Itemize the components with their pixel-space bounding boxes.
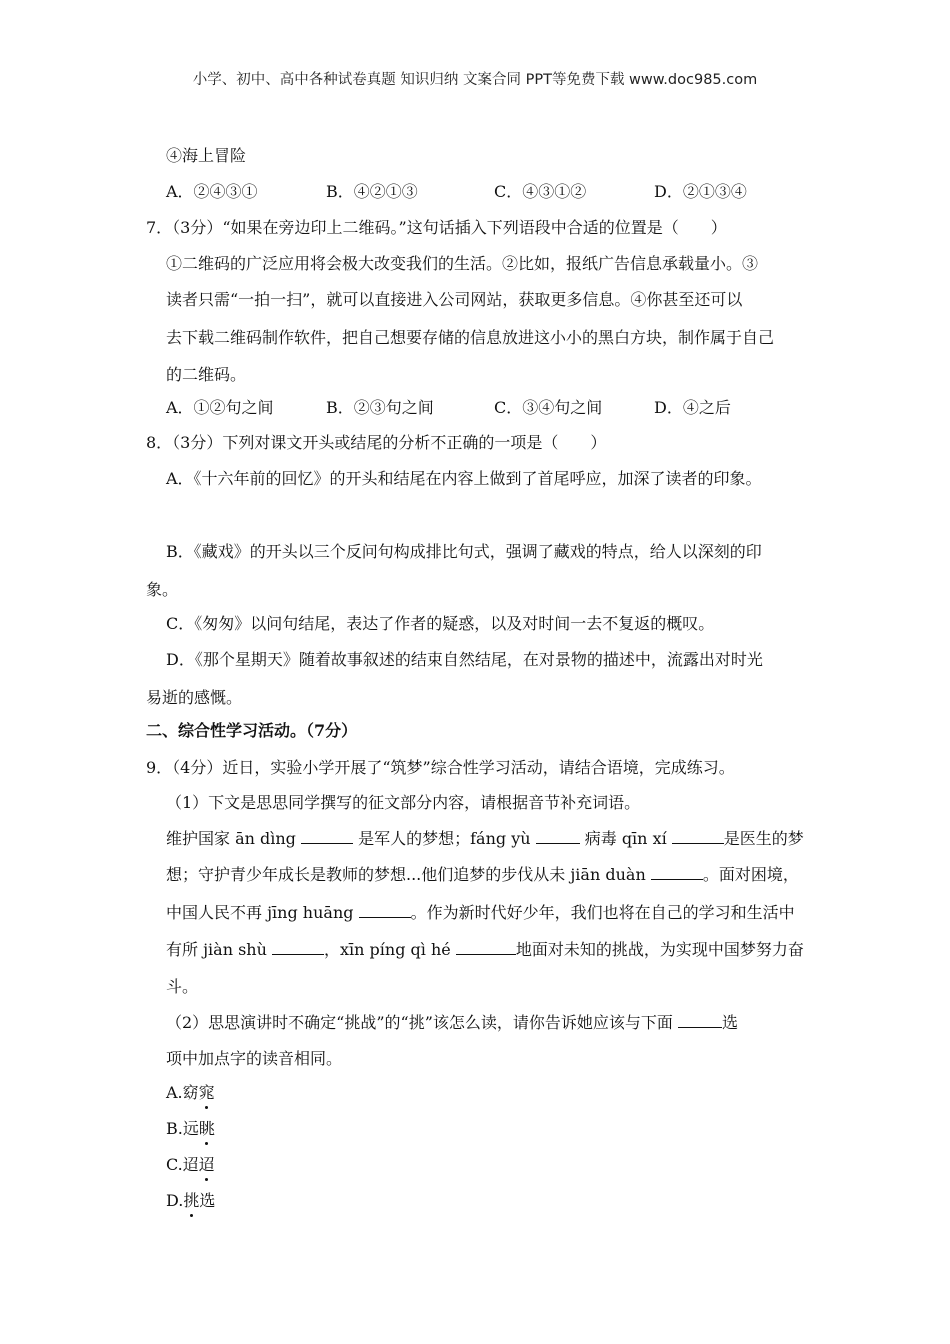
choice-prefix: D. [166, 1191, 184, 1210]
dotted-char: 眺 [198, 1119, 215, 1138]
dotted-char: 窕 [198, 1083, 215, 1102]
choice-plain-before: 窈 [182, 1083, 199, 1102]
q8-option-b-line-1[interactable]: B．《藏戏》的开头以三个反问句构成排比句式，强调了藏戏的特点，给人以深刻的印 [166, 542, 762, 561]
q9-choice-c[interactable] [166, 1155, 215, 1175]
blank-fang-yu[interactable] [536, 843, 580, 844]
q7-para-line-3: 去下载二维码制作软件，把自己想要存储的信息放进这小小的黑白方块，制作属于自己 [166, 328, 775, 347]
q7-para-line-2: 读者只需“一拍一扫”，就可以直接进入公司网站，获取更多信息。④你甚至还可以 [166, 290, 743, 309]
q9-sub1-instruction: （1）下文是思思同学撰写的征文部分内容，请根据音节补充词语。 [166, 793, 641, 812]
q7-stem: 7．（3分）“如果在旁边印上二维码。”这句话插入下列语段中合适的位置是（ ） [146, 218, 727, 237]
choice-prefix: A. [166, 1083, 183, 1102]
blank-jing-huang[interactable] [359, 917, 411, 918]
q8-option-d-line-1[interactable]: D．《那个星期天》随着故事叙述的结束自然结尾，在对景物的描述中，流露出对时光 [166, 650, 763, 669]
choice-plain-after: 选 [199, 1191, 216, 1210]
page-header-banner: 小学、初中、高中各种试卷真题 知识归纳 文案合同 PPT等免费下载 www.doc985.com [192, 72, 758, 88]
q8-option-d-line-2: 易逝的感慨。 [146, 688, 243, 707]
q6-option-b[interactable]: B．④②①③ [326, 182, 418, 201]
q9-l1-text-d: 是医生的梦 [723, 829, 804, 848]
q9-choice-b[interactable] [166, 1119, 215, 1139]
q9-sub2-line-1 [166, 1013, 738, 1033]
q7-option-d[interactable]: D．④之后 [654, 398, 731, 417]
blank-xin-ping-qi-he[interactable] [456, 954, 516, 955]
q9-passage-line-4 [166, 940, 804, 960]
q9-l4-text-b: ，xīn píng qì hé [324, 940, 456, 959]
blank-jian-duan[interactable] [651, 879, 703, 880]
section-2-heading: 二、综合性学习活动。（7分） [146, 721, 358, 740]
q9-passage-line-5: 斗。 [166, 977, 199, 996]
q7-option-a[interactable]: A．①②句之间 [166, 398, 274, 417]
q9-l4-text-a: 有所 jiàn shù [166, 940, 273, 959]
q6-option-c[interactable]: C．④③①② [494, 182, 587, 201]
q9-l2-text-b: 。面对困境， [702, 865, 799, 884]
choice-plain-before: 迢 [182, 1155, 199, 1174]
q9-l4-text-c: 地面对未知的挑战，为实现中国梦努力奋 [515, 940, 804, 959]
q8-option-b-line-2: 象。 [146, 580, 179, 599]
q9-sub2-text-b: 选 [722, 1013, 739, 1032]
q6-item-4: ④海上冒险 [166, 146, 247, 165]
q8-option-a[interactable]: A．《十六年前的回忆》的开头和结尾在内容上做到了首尾呼应，加深了读者的印象。 [166, 469, 762, 488]
q6-option-a[interactable]: A．②④③① [166, 182, 258, 201]
q9-passage-line-1 [166, 829, 804, 849]
choice-plain-before: 远 [182, 1119, 199, 1138]
dotted-char: 迢 [198, 1155, 215, 1174]
q7-option-c[interactable]: C．③④句之间 [494, 398, 603, 417]
q7-para-line-4: 的二维码。 [166, 365, 247, 384]
q7-option-b[interactable]: B．②③句之间 [326, 398, 434, 417]
q8-stem: 8．（3分）下列对课文开头或结尾的分析不正确的一项是（ ） [146, 433, 607, 452]
dotted-char: 挑 [183, 1191, 200, 1210]
choice-prefix: C. [166, 1155, 183, 1174]
q9-passage-line-2 [166, 865, 799, 885]
blank-an-ding[interactable] [301, 843, 353, 844]
q9-l1-text-b: 是军人的梦想；fáng yù [353, 829, 536, 848]
q9-choice-d[interactable] [166, 1191, 215, 1211]
q9-passage-line-3 [166, 903, 795, 923]
q9-sub2-line-2: 项中加点字的读音相同。 [166, 1049, 343, 1068]
q7-para-line-1: ①二维码的广泛应用将会极大改变我们的生活。②比如，报纸广告信息承载量小。③ [166, 254, 759, 273]
blank-jian-shu[interactable] [272, 954, 324, 955]
choice-prefix: B. [166, 1119, 183, 1138]
q9-l3-text-a: 中国人民不再 jīng huāng [166, 903, 359, 922]
q8-option-c[interactable]: C．《匆匆》以问句结尾，表达了作者的疑惑，以及对时间一去不复返的概叹。 [166, 614, 715, 633]
q9-l2-text-a: 想；守护青少年成长是教师的梦想...他们追梦的步伐从未 jiān duàn [166, 865, 651, 884]
q9-sub2-text-a: （2）思思演讲时不确定“挑战”的“挑”该怎么读，请你告诉她应该与下面 [166, 1013, 678, 1032]
q9-choice-a[interactable] [166, 1083, 215, 1103]
q9-l3-text-b: 。作为新时代好少年，我们也将在自己的学习和生活中 [410, 903, 795, 922]
q9-l1-text-a: 维护国家 ān dìng [166, 829, 302, 848]
q9-stem: 9．（4分）近日，实验小学开展了“筑梦”综合性学习活动，请结合语境，完成练习。 [146, 758, 735, 777]
blank-qin-xi[interactable] [672, 843, 724, 844]
q9-l1-text-c: 病毒 qīn xí [579, 829, 672, 848]
q6-option-d[interactable]: D．②①③④ [654, 182, 747, 201]
blank-sub2-answer[interactable] [678, 1027, 722, 1028]
